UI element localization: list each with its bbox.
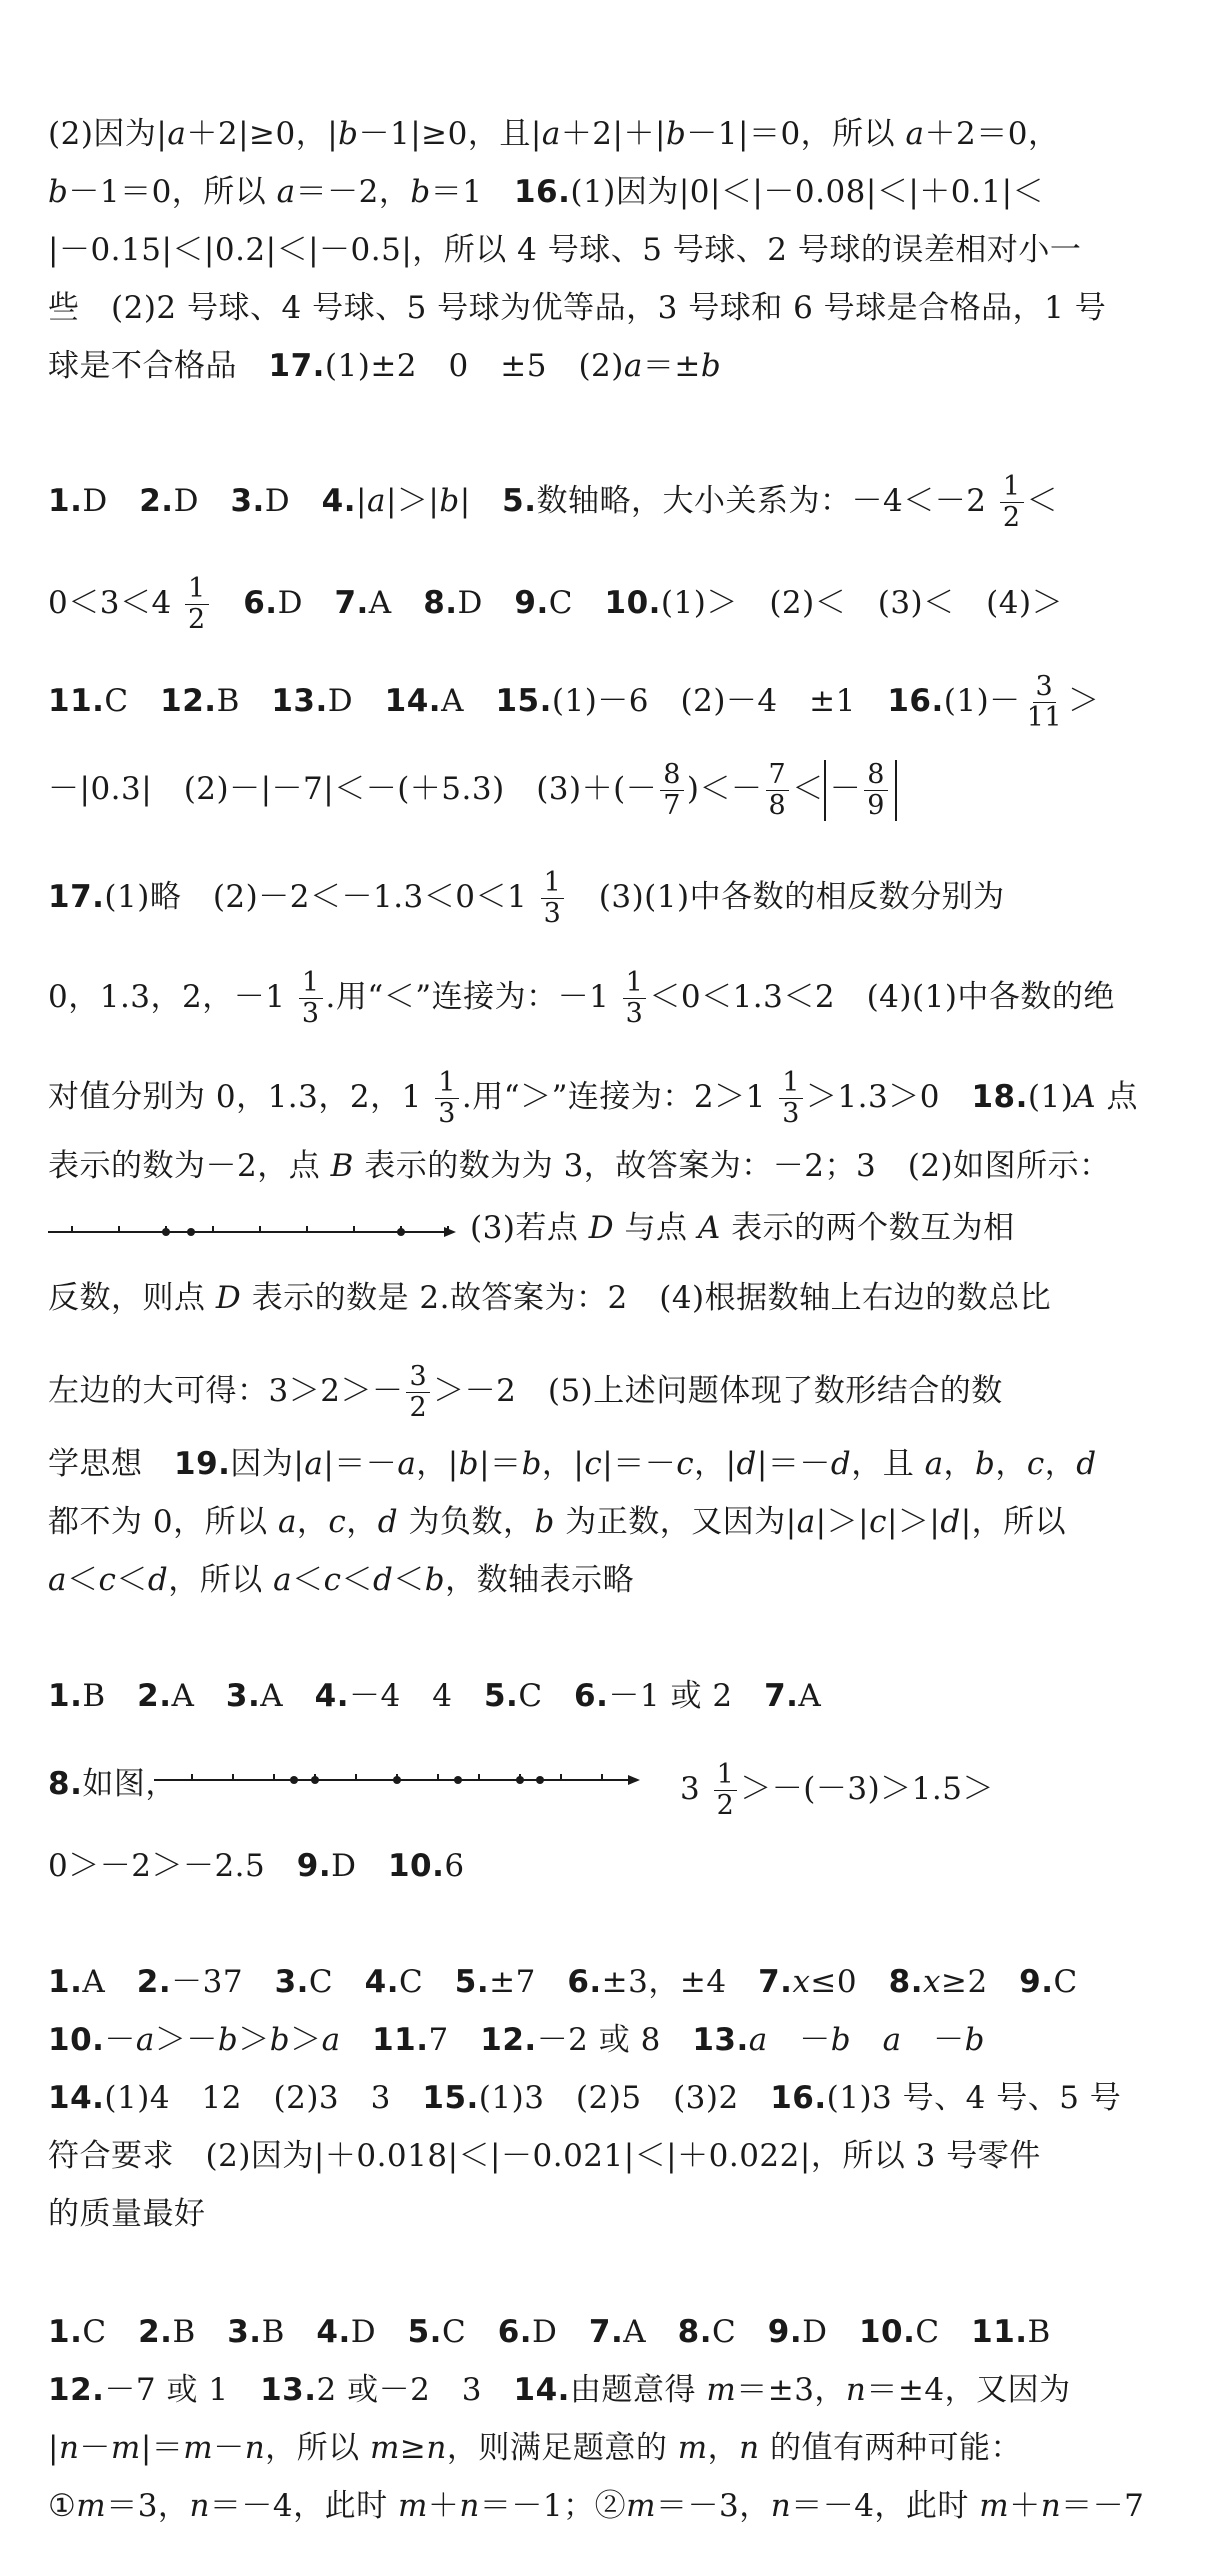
- text-line: 8.如图，: [48, 1766, 177, 1802]
- text-line: 对值分别为 0，1.3，2，1 $\frac{1}{3}$ .用“＞”连接为：2＞1 $\frac{1}{3}$ ＞1.3＞0 18.(1)A 点: [48, 1067, 1139, 1129]
- text-line: (2)因为|a＋2|≥0，|b－1|≥0，且|a＋2|＋|b－1|＝0，所以 a＋2＝0，: [48, 116, 1060, 152]
- text-line: 反数，则点 D 表示的数是 2.故答案为：2 (4)根据数轴上右边的数总比: [48, 1280, 1052, 1316]
- text-line: |－0.15|＜|0.2|＜|－0.5|，所以 4 号球、5 号球、2 号球的误差相对小一: [48, 232, 1082, 268]
- text-line: (3)若点 D 与点 A 表示的两个数互为相: [470, 1210, 1015, 1246]
- number-line-figure: [44, 1196, 464, 1276]
- text-line: |n－m|＝m－n，所以 m≥n，则满足题意的 m，n 的值有两种可能：: [48, 2430, 1022, 2466]
- text-line: ①m＝3，n＝－4，此时 m＋n＝－1；②m＝－3，n＝－4，此时 m＋n＝－7: [48, 2488, 1145, 2524]
- text-line: 1.C 2.B 3.B 4.D 5.C 6.D 7.A 8.C 9.D 10.C 11.B: [48, 2314, 1051, 2350]
- text-line: 0＜3＜4 $\frac{1}{2}$ 6.D 7.A 8.D 9.C 10.(1)＞ (2)＜ (3)＜ (4)＞: [48, 573, 1064, 635]
- text-line: 都不为 0，所以 a，c，d 为负数，b 为正数，又因为|a|＞|c|＞|d|，所以: [48, 1504, 1067, 1540]
- text-line: 的质量最好: [48, 2196, 206, 2232]
- text-line: b－1＝0，所以 a＝－2，b＝1 16.(1)因为|0|＜|－0.08|＜|＋0.1|＜: [48, 174, 1045, 210]
- text-line: 表示的数为－2，点 B 表示的数为为 3，故答案为：－2；3 (2)如图所示：: [48, 1148, 1111, 1184]
- text-line: 3 $\frac{1}{2}$ ＞－(－3)＞1.5＞: [680, 1759, 994, 1821]
- text-line: 学思想 19.因为|a|＝－a，|b|＝b，|c|＝－c，|d|＝－d，且 a，b，c，d: [48, 1446, 1097, 1482]
- text-line: 1.A 2.－37 3.C 4.C 5.±7 6.±3，±4 7.x≤0 8.x≥2 9.C: [48, 1964, 1078, 2000]
- text-line: 1.D 2.D 3.D 4.|a|＞|b| 5.数轴略，大小关系为：－4＜－2 $\frac{1}{2}$ ＜: [48, 471, 1059, 533]
- text-line: 12.－7 或 1 13.2 或－2 3 14.由题意得 m＝±3，n＝±4，又因为: [48, 2372, 1071, 2408]
- text-line: 0＞－2＞－2.5 9.D 10.6: [48, 1848, 465, 1884]
- number-line-figure: [150, 1736, 650, 1816]
- text-line: a＜c＜d，所以 a＜c＜d＜b，数轴表示略: [48, 1562, 635, 1598]
- text-line: 10.－a＞－b＞b＞a 11.7 12.－2 或 8 13.a －b a －b: [48, 2022, 985, 2058]
- text-line: －|0.3| (2)－|－7|＜－(＋5.3) (3)＋(－ $\frac{8}{7}$ )＜－ $\frac{7}{8}$ ＜ － $\frac{8}{9}$: [48, 760, 1188, 821]
- text-line: 球是不合格品 17.(1)±2 0 ±5 (2)a＝±b: [48, 348, 722, 384]
- text-line: 11.C 12.B 13.D 14.A 15.(1)－6 (2)－4 ±1 16.(1)－ $\frac{3}{11}$ ＞: [48, 671, 1100, 733]
- text-line: 17.(1)略 (2)－2＜－1.3＜0＜1 $\frac{1}{3}$ (3)(1)中各数的相反数分别为: [48, 867, 1005, 929]
- text-line: 些 (2)2 号球、4 号球、5 号球为优等品，3 号球和 6 号球是合格品，1 号: [48, 290, 1107, 326]
- text-line: 1.B 2.A 3.A 4.－4 4 5.C 6.－1 或 2 7.A: [48, 1678, 822, 1714]
- text-line: 14.(1)4 12 (2)3 3 15.(1)3 (2)5 (3)2 16.(1)3 号、4 号、5 号: [48, 2080, 1122, 2116]
- text-line: 左边的大可得：3＞2＞－ $\frac{3}{2}$ ＞－2 (5)上述问题体现了数形结合的数: [48, 1361, 1003, 1423]
- text-line: 符合要求 (2)因为|＋0.018|＜|－0.021|＜|＋0.022|，所以 3 号零件: [48, 2138, 1041, 2174]
- text-line: 0，1.3，2，－1 $\frac{1}{3}$ .用“＜”连接为：－1 $\frac{1}{3}$ ＜0＜1.3＜2 (4)(1)中各数的绝: [48, 967, 1115, 1029]
